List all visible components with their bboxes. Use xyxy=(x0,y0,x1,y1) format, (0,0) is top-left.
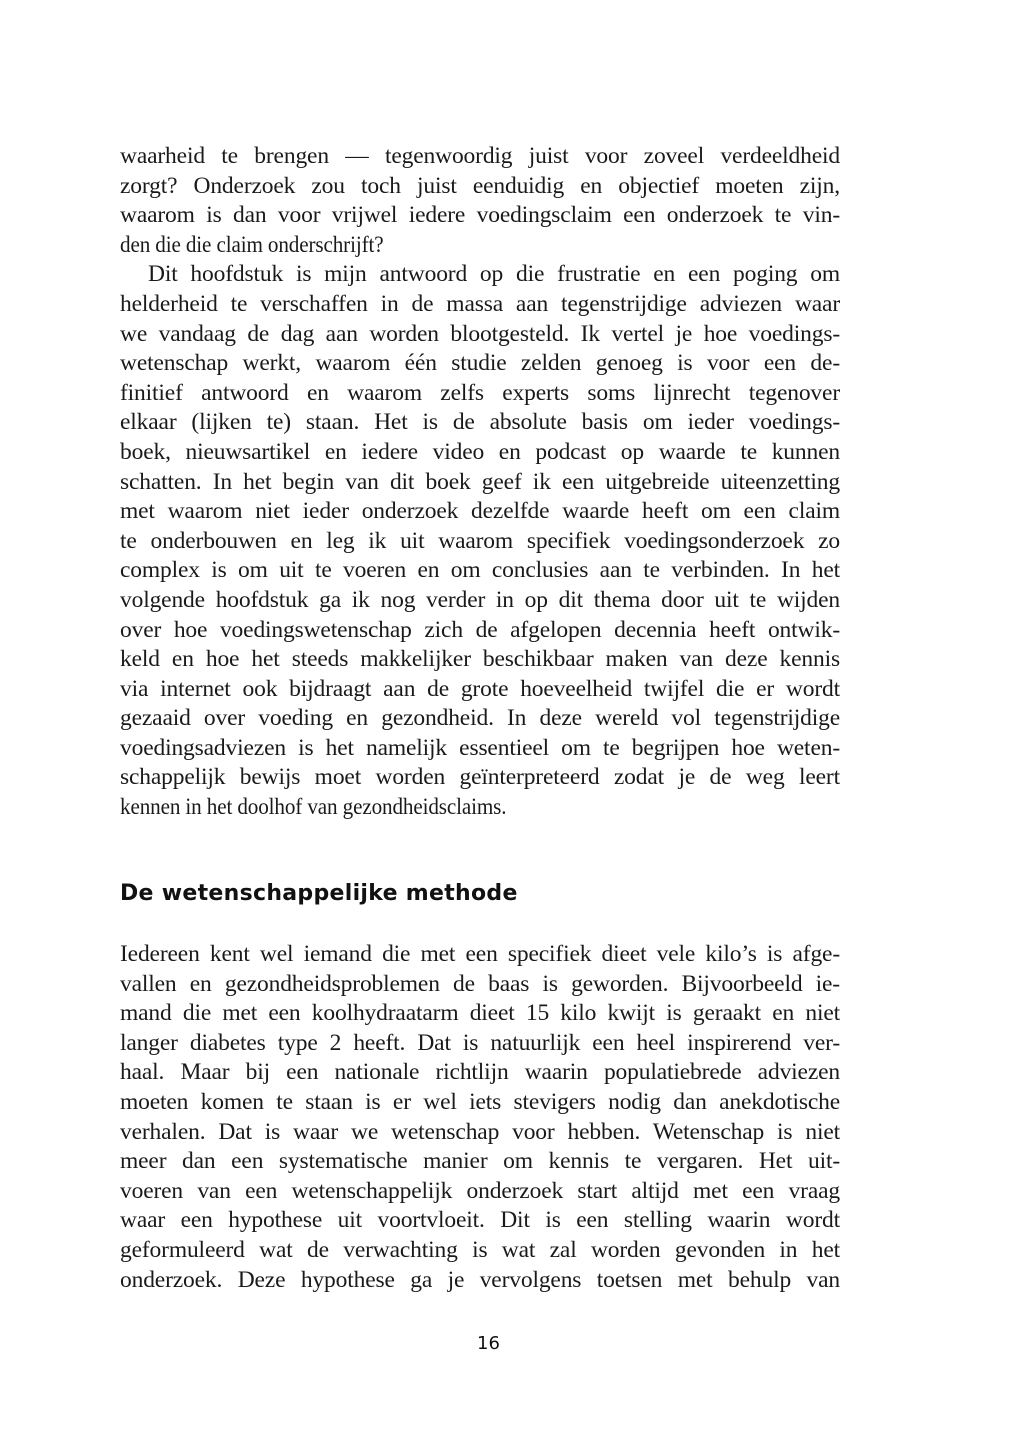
text-line: volgende hoofdstuk ga ik nog verder in op dit thema door uit te wijden xyxy=(120,586,840,613)
page-number: 16 xyxy=(477,1333,500,1354)
text-line: moeten komen te staan is er wel iets stevigers nodig dan anekdotische xyxy=(120,1088,840,1115)
text-line: schappelijk bewijs moet worden geïnterpreteerd zodat je de weg leert xyxy=(120,764,840,791)
text-line: met waarom niet ieder onderzoek dezelfde waarde heeft om een claim xyxy=(120,498,840,525)
text-line: schatten. In het begin van dit boek geef ik een uitgebreide uiteenzetting xyxy=(120,468,840,495)
text-line: wetenschap werkt, waarom één studie zelden genoeg is voor een de- xyxy=(120,350,840,377)
text-line: waarheid te brengen — tegenwoordig juist voor zoveel verdeeldheid xyxy=(120,143,840,169)
text-line: gezaaid over voeding en gezondheid. In deze wereld vol tegenstrijdige xyxy=(120,705,840,732)
text-line: onderzoek. Deze hypothese ga je vervolgens toetsen met behulp van xyxy=(120,1266,840,1293)
text-line: boek, nieuwsartikel en iedere video en podcast op waarde te kunnen xyxy=(120,438,840,465)
text-line: waarom is dan voor vrijwel iedere voedingsclaim een onderzoek te vin- xyxy=(120,202,840,229)
text-line: finitief antwoord en waarom zelfs experts soms lijnrecht tegenover xyxy=(120,379,840,406)
text-line: vallen en gezondheidsproblemen de baas is geworden. Bijvoorbeeld ie- xyxy=(120,970,840,997)
text-line: waar een hypothese uit voortvloeit. Dit is een stelling waarin wordt xyxy=(120,1207,840,1234)
text-line: meer dan een systematische manier om kennis te vergaren. Het uit- xyxy=(120,1148,840,1175)
text-line: over hoe voedingswetenschap zich de afgelopen decennia heeft ontwik- xyxy=(120,616,840,643)
text-line: kennen in het doolhof van gezondheidsclaims. xyxy=(120,794,507,821)
text-line: keld en hoe het steeds makkelijker beschikbaar maken van deze kennis xyxy=(120,646,840,673)
text-line: geformuleerd wat de verwachting is wat zal worden gevonden in het xyxy=(120,1236,840,1263)
text-line: te onderbouwen en leg ik uit waarom specifiek voedingsonderzoek zo xyxy=(120,527,840,554)
text-line: verhalen. Dat is waar we wetenschap voor hebben. Wetenschap is niet xyxy=(120,1118,840,1145)
section-heading: De wetenschappelijke methode xyxy=(120,881,518,906)
text-line: langer diabetes type 2 heeft. Dat is natuurlijk een heel inspirerend ver- xyxy=(120,1029,840,1056)
body-text-section-1 xyxy=(120,142,840,823)
text-line: complex is om uit te voeren en om conclusies aan te verbinden. In het xyxy=(120,557,840,584)
text-line: helderheid te verschaffen in de massa aan tegenstrijdige adviezen waar xyxy=(120,290,840,317)
text-line: den die die claim onderschrijft? xyxy=(120,231,384,258)
text-line: we vandaag de dag aan worden blootgesteld. Ik vertel je hoe voedings- xyxy=(120,320,840,347)
text-line: haal. Maar bij een nationale richtlijn waarin populatiebrede adviezen xyxy=(120,1059,840,1086)
text-line: voedingsadviezen is het namelijk essentieel om te begrijpen hoe weten- xyxy=(120,734,840,761)
text-line: elkaar (lijken te) staan. Het is de absolute basis om ieder voedings- xyxy=(120,409,840,436)
text-line: zorgt? Onderzoek zou toch juist eenduidig en objectief moeten zijn, xyxy=(120,172,840,199)
body-text-section-2 xyxy=(120,940,840,1295)
text-line: voeren van een wetenschappelijk onderzoek start altijd met een vraag xyxy=(120,1177,840,1204)
text-line: Dit hoofdstuk is mijn antwoord op die frustratie en een poging om xyxy=(148,261,840,288)
text-line: via internet ook bijdraagt aan de grote hoeveelheid twijfel die er wordt xyxy=(120,675,840,702)
text-line: mand die met een koolhydraatarm dieet 15 kilo kwijt is geraakt en niet xyxy=(120,1000,840,1027)
text-line: Iedereen kent wel iemand die met een specifiek dieet vele kilo’s is afge- xyxy=(120,941,840,967)
